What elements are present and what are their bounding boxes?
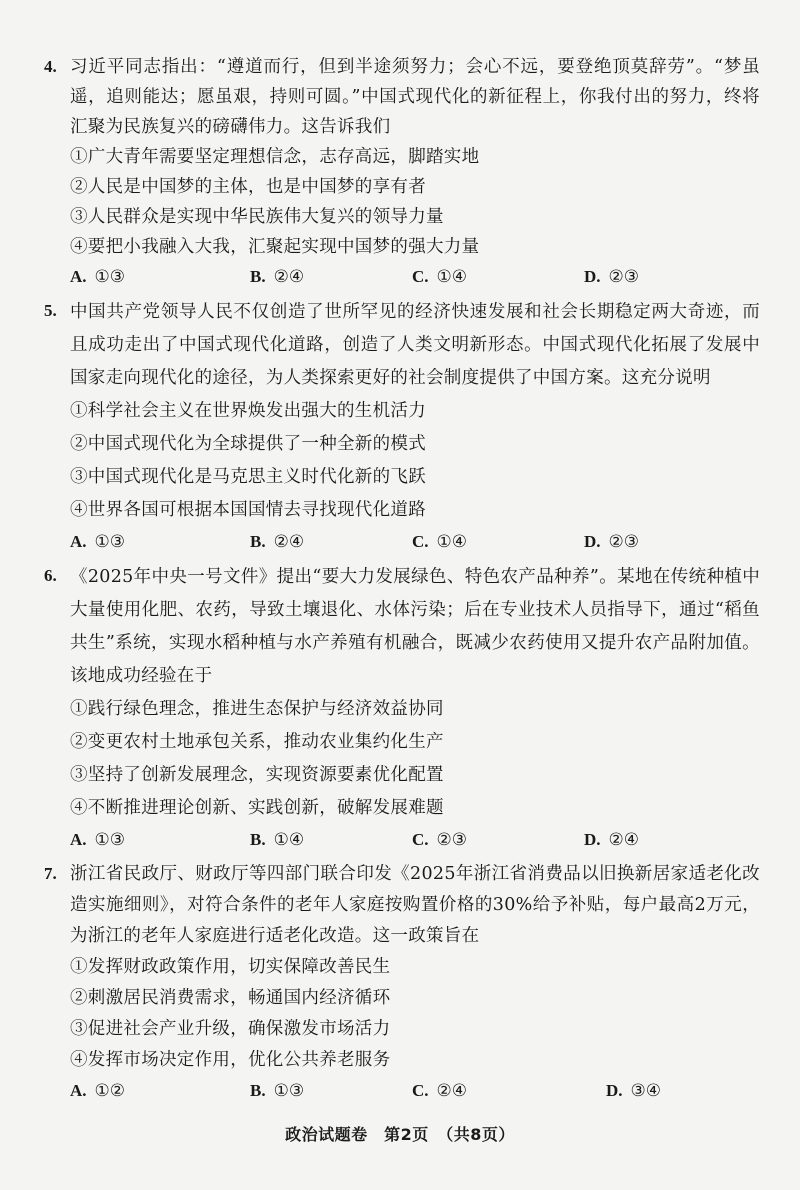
statement-item: ③坚持了创新发展理念，实现资源要素优化配置 — [70, 765, 444, 785]
statement-item: ①践行绿色理念，推进生态保护与经济效益协同 — [70, 699, 444, 719]
answer-options — [70, 825, 760, 855]
option-a: A. ①③ — [70, 532, 126, 552]
statement-item: ④不断推进理论创新、实践创新，破解发展难题 — [70, 798, 444, 818]
option-c: C. ②③ — [412, 830, 468, 850]
statement-item: ②人民是中国梦的主体，也是中国梦的享有者 — [70, 177, 426, 197]
statement-item: ②变更农村土地承包关系，推动农业集约化生产 — [70, 732, 444, 752]
question-stem: 习近平同志指出：“遵道而行，但到半途须努力；会心不远，要登绝顶莫辞劳”。“梦虽遥，追则能达；愿虽艰，持则可圆。”中国式现代化的新征程上，你我付出的努力，终将汇聚为民族复兴的磅礴伟力。这告诉我们 — [70, 57, 760, 137]
option-b: B. ②④ — [250, 532, 305, 552]
question-number: 4. — [44, 57, 57, 76]
answer-options — [70, 1076, 760, 1106]
option-d: D. ②③ — [584, 532, 640, 552]
option-a: A. ①③ — [70, 830, 126, 850]
option-a: A. ①③ — [70, 267, 126, 287]
question-number: 5. — [44, 301, 57, 320]
question-stem: 中国共产党领导人民不仅创造了世所罕见的经济快速发展和社会长期稳定两大奇迹，而且成功走出了中国式现代化道路，创造了人类文明新形态。中国式现代化拓展了发展中国家走向现代化的途径，为人类探索更好的社会制度提供了中国方案。这充分说明 — [70, 302, 760, 388]
option-c: C. ②④ — [412, 1081, 468, 1101]
option-c: C. ①④ — [412, 532, 468, 552]
question-stem: 浙江省民政厅、财政厅等四部门联合印发《2025年浙江省消费品以旧换新居家适老化改造实施细则》，对符合条件的老年人家庭按购置价格的30%给予补贴，每户最高2万元，为浙江的老年人家庭进行适老化改造。这一政策旨在 — [70, 864, 760, 946]
statement-item: ④世界各国可根据本国国情去寻找现代化道路 — [70, 500, 426, 520]
question-number: 7. — [44, 864, 57, 883]
statement-item: ③中国式现代化是马克思主义时代化新的飞跃 — [70, 467, 426, 487]
statement-item: ①科学社会主义在世界焕发出强大的生机活力 — [70, 401, 426, 421]
option-b: B. ①③ — [250, 1081, 305, 1101]
statement-item: ②中国式现代化为全球提供了一种全新的模式 — [70, 434, 426, 454]
page-footer: 政治试题卷 第2页 （共8页） — [285, 1125, 515, 1144]
answer-options — [70, 262, 760, 292]
question-6 — [44, 561, 760, 855]
option-d: D. ③④ — [606, 1081, 662, 1101]
statement-item: ①广大青年需要坚定理想信念，志存高远，脚踏实地 — [70, 147, 480, 167]
option-c: C. ①④ — [412, 267, 468, 287]
answer-options — [70, 527, 760, 557]
question-stem: 《2025年中央一号文件》提出“要大力发展绿色、特色农产品种养”。某地在传统种植中大量使用化肥、农药，导致土壤退化、水体污染；后在专业技术人员指导下，通过“稻鱼共生”系统，实现水稻种植与水产养殖有机融合，既减少农药使用又提升农产品附加值。该地成功经验在于 — [70, 567, 760, 686]
question-5 — [44, 296, 760, 557]
question-7 — [44, 859, 760, 1106]
option-a: A. ①② — [70, 1081, 126, 1101]
option-b: B. ①④ — [250, 830, 305, 850]
option-d: D. ②③ — [584, 267, 640, 287]
statement-item: ④发挥市场决定作用，优化公共养老服务 — [70, 1050, 391, 1070]
question-4 — [44, 52, 760, 292]
statement-item: ②刺激居民消费需求，畅通国内经济循环 — [70, 988, 391, 1008]
question-number: 6. — [44, 566, 57, 585]
statement-item: ①发挥财政政策作用，切实保障改善民生 — [70, 957, 391, 977]
option-d: D. ②④ — [584, 830, 640, 850]
option-b: B. ②④ — [250, 267, 305, 287]
statement-item: ③促进社会产业升级，确保激发市场活力 — [70, 1019, 391, 1039]
statement-item: ④要把小我融入大我，汇聚起实现中国梦的强大力量 — [70, 237, 480, 257]
statement-item: ③人民群众是实现中华民族伟大复兴的领导力量 — [70, 207, 444, 227]
